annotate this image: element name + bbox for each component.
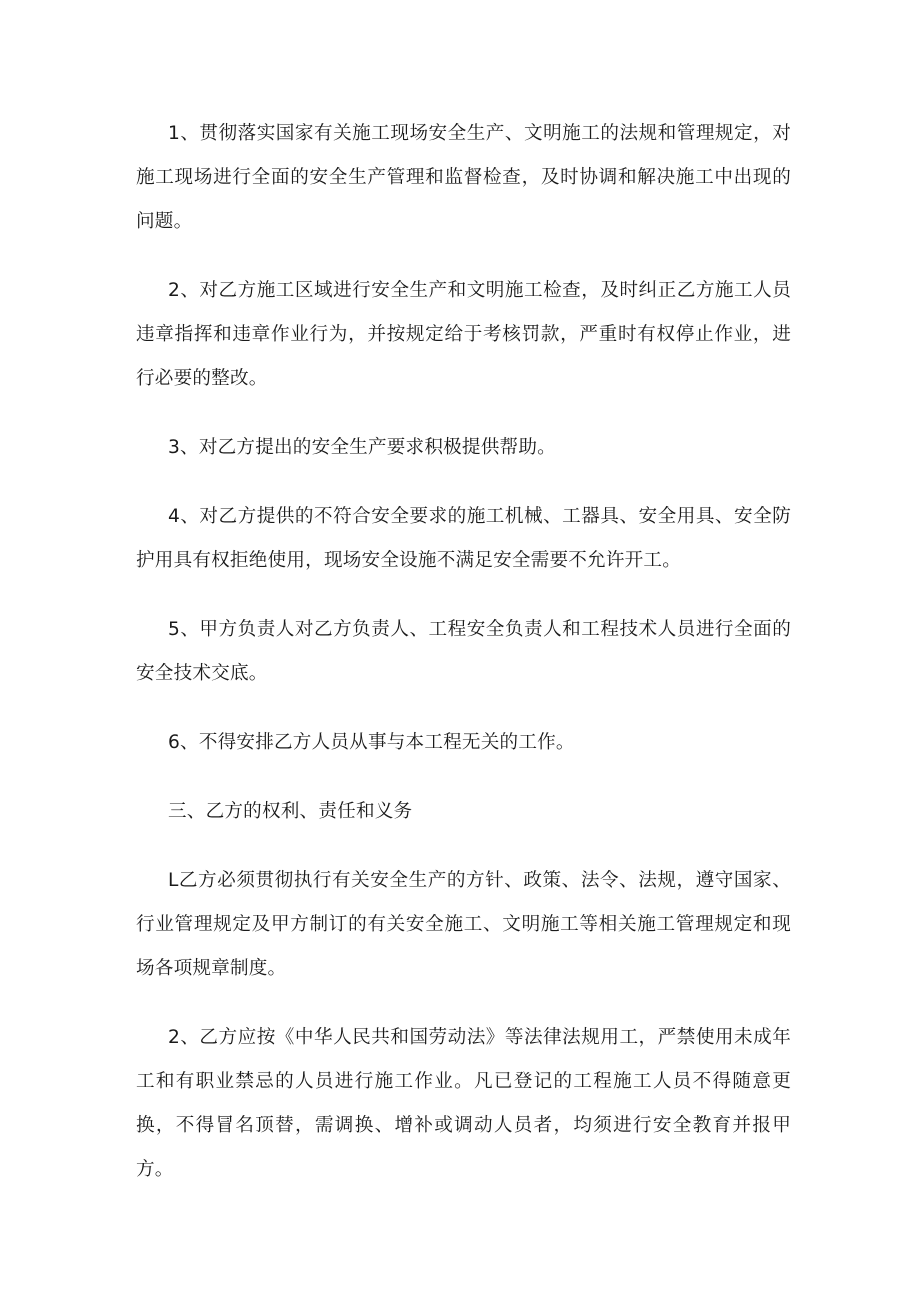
paragraph-spacer: [136, 401, 791, 426]
paragraph-b1: L乙方必须贯彻执行有关安全生产的方针、政策、法令、法规，遵守国家、行业管理规定及甲方制订的有关安全施工、文明施工等相关施工管理规定和现场各项规章制度。: [136, 870, 791, 979]
paragraph-6: 6、不得安排乙方人员从事与本工程无关的工作。: [168, 732, 575, 753]
paragraph-spacer: [136, 765, 791, 790]
paragraph-spacer: [136, 834, 791, 859]
paragraph-1: 1、贯彻落实国家有关施工现场安全生产、文明施工的法规和管理规定，对施工现场进行全面的安全生产管理和监督检查，及时协调和解决施工中出现的问题。: [136, 123, 791, 232]
document-body: [136, 112, 791, 1192]
paragraph-spacer: [136, 244, 791, 269]
paragraph-3: 3、对乙方提出的安全生产要求积极提供帮助。: [168, 437, 556, 458]
section-heading: 三、乙方的权利、责任和义务: [168, 801, 413, 822]
paragraph-4: 4、对乙方提供的不符合安全要求的施工机械、工器具、安全用具、安全防护用具有权拒绝使用，现场安全设施不满足安全需要不允许开工。: [136, 506, 791, 571]
paragraph-2: 2、对乙方施工区域进行安全生产和文明施工检查，及时纠正乙方施工人员违章指挥和违章作业行为，并按规定给于考核罚款，严重时有权停止作业，进行必要的整改。: [136, 280, 791, 389]
paragraph-spacer: [136, 470, 791, 495]
paragraph-spacer: [136, 696, 791, 721]
paragraph-5: 5、甲方负责人对乙方负责人、工程安全负责人和工程技术人员进行全面的安全技术交底。: [136, 619, 791, 684]
paragraph-b2: 2、乙方应按《中华人民共和国劳动法》等法律法规用工，严禁使用未成年工和有职业禁忌的人员进行施工作业。凡已登记的工程施工人员不得随意更换，不得冒名顶替，需调换、增补或调动人员者，均须进行安全教育并报甲方。: [136, 1027, 791, 1180]
paragraph-spacer: [136, 991, 791, 1016]
paragraph-spacer: [136, 583, 791, 608]
